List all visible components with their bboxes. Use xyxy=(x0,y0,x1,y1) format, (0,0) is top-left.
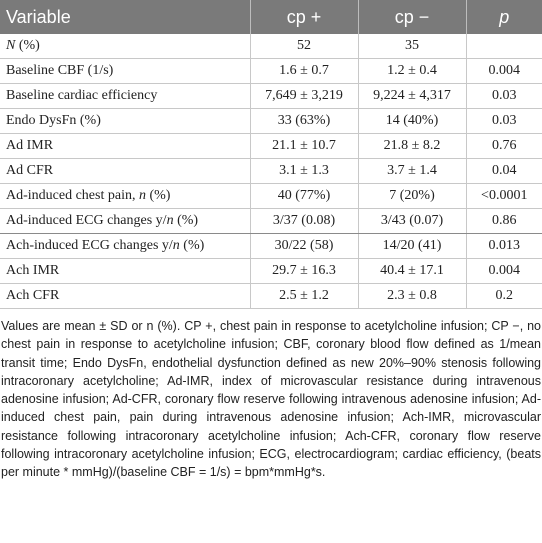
cell-cp-minus: 3/43 (0.07) xyxy=(358,209,466,234)
table-row xyxy=(0,59,542,84)
table-row xyxy=(0,159,542,184)
cell-variable: Baseline CBF (1/s) xyxy=(0,59,250,84)
cell-p: 0.04 xyxy=(466,159,542,184)
cell-p: <0.0001 xyxy=(466,184,542,209)
cell-p: 0.86 xyxy=(466,209,542,234)
table-row xyxy=(0,284,542,309)
cell-variable: Ach CFR xyxy=(0,284,250,309)
cell-cp-minus: 2.3 ± 0.8 xyxy=(358,284,466,309)
cell-cp-plus: 33 (63%) xyxy=(250,109,358,134)
cell-cp-plus: 2.5 ± 1.2 xyxy=(250,284,358,309)
header-cp-plus: cp + xyxy=(250,0,358,34)
cell-variable: Ad-induced chest pain, n (%) xyxy=(0,184,250,209)
header-p: p xyxy=(466,0,542,34)
cell-cp-minus: 7 (20%) xyxy=(358,184,466,209)
cell-p xyxy=(466,34,542,59)
header-cp-minus: cp − xyxy=(358,0,466,34)
header-row xyxy=(0,0,542,34)
cell-cp-minus: 9,224 ± 4,317 xyxy=(358,84,466,109)
cell-cp-plus: 1.6 ± 0.7 xyxy=(250,59,358,84)
cell-p: 0.004 xyxy=(466,259,542,284)
cell-variable: Ad IMR xyxy=(0,134,250,159)
cell-cp-plus: 7,649 ± 3,219 xyxy=(250,84,358,109)
table-row xyxy=(0,134,542,159)
cell-cp-minus: 3.7 ± 1.4 xyxy=(358,159,466,184)
cell-cp-plus: 3.1 ± 1.3 xyxy=(250,159,358,184)
cell-variable: Ad CFR xyxy=(0,159,250,184)
cell-variable: Baseline cardiac efficiency xyxy=(0,84,250,109)
cell-variable: Endo DysFn (%) xyxy=(0,109,250,134)
cell-cp-minus: 21.8 ± 8.2 xyxy=(358,134,466,159)
table-footnote: Values are mean ± SD or n (%). CP +, chest pain in response to acetylcholine infusion; CP −, no chest pain in response to acetylcholine infusion; CBF, coronary blood flow defined as 1/mean transit time; Endo DysFn, endothelial dysfunction defined as new 20%–90% stenosis following intracoronary acetylcholine; Ad-IMR, index of microvascular resistance during intravenous adenosine infusion; Ad-CFR, coronary flow reserve following intravenous adenosine infusion; Ad-induced chest pain, pain during intravenous adenosine infusion; Ach-IMR, microvascular resistance following intracoronary acetylcholine infusion; Ach-CFR, coronary flow reserve following intracoronary acetylcholine infusion; ECG, electrocardiogram; cardiac efficiency, (beats per minute * mmHg)/(baseline CBF = 1/s) = bpm*mmHg*s. xyxy=(1,319,541,480)
cell-p: 0.004 xyxy=(466,59,542,84)
cell-variable: Ach-induced ECG changes y/n (%) xyxy=(0,234,250,259)
cell-p: 0.2 xyxy=(466,284,542,309)
cell-p: 0.013 xyxy=(466,234,542,259)
header-variable: Variable xyxy=(0,0,250,34)
cell-cp-plus: 52 xyxy=(250,34,358,59)
cell-cp-minus: 14/20 (41) xyxy=(358,234,466,259)
cell-variable: N (%) xyxy=(0,34,250,59)
cell-p: 0.03 xyxy=(466,84,542,109)
cell-cp-minus: 14 (40%) xyxy=(358,109,466,134)
cell-cp-plus: 40 (77%) xyxy=(250,184,358,209)
cell-cp-plus: 21.1 ± 10.7 xyxy=(250,134,358,159)
cell-p: 0.76 xyxy=(466,134,542,159)
table-row xyxy=(0,84,542,109)
cell-cp-plus: 29.7 ± 16.3 xyxy=(250,259,358,284)
table-row xyxy=(0,234,542,259)
cell-p: 0.03 xyxy=(466,109,542,134)
cell-cp-minus: 35 xyxy=(358,34,466,59)
table-row xyxy=(0,209,542,234)
table-row xyxy=(0,34,542,59)
cell-cp-plus: 3/37 (0.08) xyxy=(250,209,358,234)
cell-cp-minus: 1.2 ± 0.4 xyxy=(358,59,466,84)
cell-variable: Ach IMR xyxy=(0,259,250,284)
table-row xyxy=(0,109,542,134)
cell-cp-minus: 40.4 ± 17.1 xyxy=(358,259,466,284)
cell-cp-plus: 30/22 (58) xyxy=(250,234,358,259)
cell-variable: Ad-induced ECG changes y/n (%) xyxy=(0,209,250,234)
table-row xyxy=(0,259,542,284)
table-row xyxy=(0,184,542,209)
